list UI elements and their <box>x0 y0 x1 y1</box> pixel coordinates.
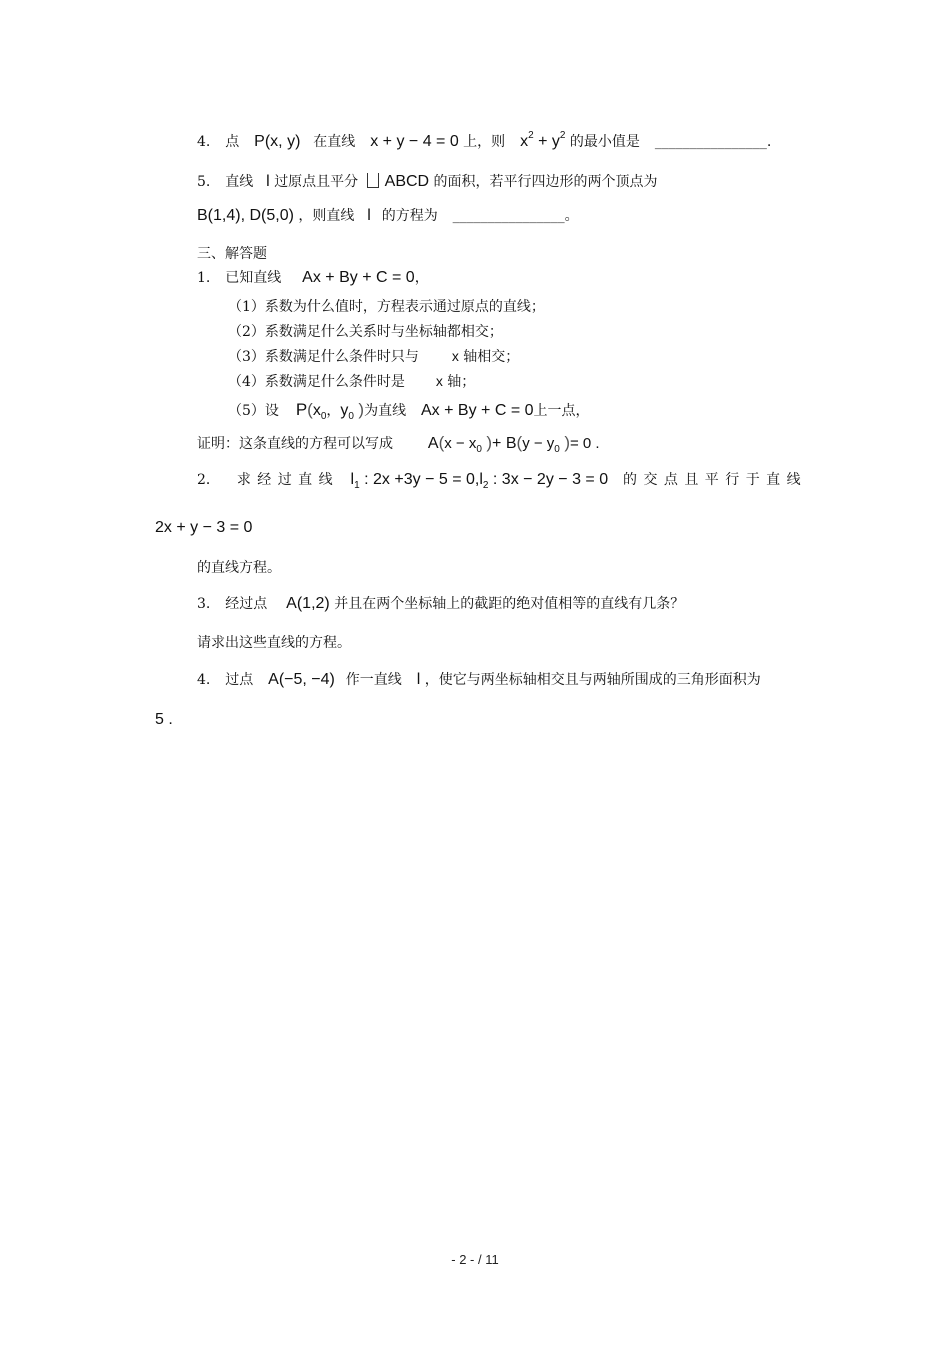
question-text: 在直线 <box>313 134 356 150</box>
question-text: 求 经 过 直 线 <box>236 472 334 488</box>
math-paren: ( <box>516 433 523 452</box>
math-term: 2x <box>155 519 172 536</box>
math-subscript: 0 <box>476 444 482 455</box>
question-text: 的 交 点 且 平 行 于 直 线 <box>623 472 802 488</box>
problem-2-equation <box>155 518 252 538</box>
math-paren: ( <box>307 400 313 419</box>
math-term: : 2x <box>364 471 390 488</box>
math-term: A <box>427 435 439 452</box>
math-term: By <box>457 402 477 419</box>
math-term: C = 0 <box>494 402 534 419</box>
math-line-symbol: l <box>479 471 483 488</box>
math-value: 5 . <box>155 711 173 728</box>
answer-blank: ________________。 <box>452 208 579 224</box>
math-term: y − 3 = 0 <box>190 519 253 536</box>
math-point: P <box>295 400 308 419</box>
math-term: x − x <box>444 435 477 452</box>
fill-question-4 <box>197 132 771 154</box>
math-operator: + <box>362 269 372 286</box>
math-variable: y <box>340 402 349 419</box>
math-subscript: 0 <box>554 444 560 455</box>
question-text: 已知直线 <box>225 270 282 286</box>
page-number: - 2 - / 11 <box>451 1252 499 1267</box>
question-text: 的最小值是 <box>569 134 640 150</box>
question-text: 并且在两个坐标轴上的截距的绝对值相等的直线有几条？ <box>334 596 685 612</box>
fill-question-5 <box>197 172 658 192</box>
answer-blank: ________________. <box>654 134 772 150</box>
section-title: 三、解答题 <box>197 246 267 262</box>
math-term: : 3x − 2y − 3 = 0 <box>492 471 609 488</box>
question-text: ，则直线 <box>298 208 355 224</box>
problem-2-tail: 的直线方程。 <box>197 560 281 576</box>
math-superscript: 2 <box>559 130 566 141</box>
math-term: C = 0 <box>376 269 415 286</box>
math-term: = 0 . <box>569 435 600 452</box>
math-term: ABCD <box>384 173 430 190</box>
problem-1-item-2: （2）系数满足什么关系时与坐标轴都相交； <box>228 324 503 340</box>
question-text: 的方程为 <box>381 208 438 224</box>
problem-3 <box>197 594 684 614</box>
math-subscript: 1 <box>354 480 360 491</box>
question-number: 5. <box>197 174 211 190</box>
math-subscript: 2 <box>482 480 489 491</box>
item-text: 为直线 <box>364 403 407 419</box>
math-operator: + <box>444 402 454 419</box>
math-variable: x <box>451 348 459 364</box>
problem-1-proof <box>197 433 600 456</box>
problem-2 <box>197 470 802 492</box>
math-operator: + <box>394 471 404 488</box>
item-text: 轴相交； <box>463 349 520 365</box>
problem-1-item-4 <box>228 371 475 392</box>
question-text: 直线 <box>225 174 254 190</box>
math-paren: ( <box>438 433 445 452</box>
math-operator: + <box>481 402 491 419</box>
math-operator: + <box>538 133 548 150</box>
question-number: 3. <box>197 596 211 612</box>
math-term: B <box>505 435 517 452</box>
math-term: Ax <box>302 269 321 286</box>
math-line-symbol: l <box>350 471 355 488</box>
question-number: 1. <box>197 270 211 286</box>
question-text: 经过点 <box>225 596 268 612</box>
question-text: 点 <box>225 134 240 150</box>
question-text: 过点 <box>225 672 254 688</box>
math-line-symbol: l <box>367 207 371 224</box>
question-text: 上，则 <box>463 134 506 150</box>
proof-text: 证明：这条直线的方程可以写成 <box>197 436 393 452</box>
math-term: y <box>551 133 560 150</box>
parallelogram-icon <box>367 173 379 188</box>
item-text: （5）设 <box>228 403 279 419</box>
item-text: （3）系数满足什么条件时只与 <box>228 349 419 365</box>
problem-1-item-3 <box>228 346 519 367</box>
math-superscript: 2 <box>528 130 534 141</box>
problem-4-cont <box>155 710 173 730</box>
problem-1-item-5 <box>228 400 590 423</box>
math-points: B(1,4), D(5,0) <box>197 207 294 224</box>
math-term: x <box>370 133 379 150</box>
question-text: 作一直线 <box>345 672 402 688</box>
problem-1 <box>197 268 429 288</box>
math-point: P(x, y) <box>254 133 301 150</box>
math-term: y − y <box>522 435 555 452</box>
math-point: A(1,2) <box>286 595 330 612</box>
math-operator: + <box>176 519 186 536</box>
problem-4 <box>197 670 761 690</box>
math-term: By <box>339 269 358 286</box>
question-text: ，使它与两坐标轴相交且与两轴所围成的三角形面积为 <box>424 672 761 688</box>
item-text: 轴； <box>447 374 476 390</box>
math-paren: ) <box>564 433 570 452</box>
math-paren: ) <box>358 400 365 419</box>
math-subscript: 0 <box>320 411 327 422</box>
question-number: 4. <box>197 672 211 688</box>
math-term: Ax <box>421 402 440 419</box>
math-operator: + <box>382 133 392 150</box>
math-term: y − 4 = 0 <box>396 133 459 150</box>
question-text: 的面积，若平行四边形的两个顶点为 <box>433 174 658 190</box>
punctuation: ， <box>414 270 429 286</box>
math-term: 3y − 5 = 0, <box>403 471 480 488</box>
math-variable: x <box>312 402 321 419</box>
math-operator: + <box>492 435 502 452</box>
math-line-symbol: l <box>416 671 421 688</box>
math-subscript: 0 <box>348 411 354 422</box>
math-paren: ) <box>486 433 493 452</box>
punctuation: ， <box>326 403 341 419</box>
question-number: 4. <box>197 134 211 150</box>
math-line-symbol: l <box>266 173 270 190</box>
question-number: 2． <box>197 472 220 488</box>
math-operator: + <box>325 269 335 286</box>
math-variable: x <box>435 373 443 389</box>
problem-1-item-1: （1）系数为什么值时，方程表示通过原点的直线； <box>228 299 545 315</box>
math-point: A(−5, −4) <box>268 671 335 688</box>
problem-3-cont: 请求出这些直线的方程。 <box>197 635 351 651</box>
math-term: x <box>520 133 529 150</box>
item-text: （4）系数满足什么条件时是 <box>228 374 405 390</box>
fill-question-5-cont <box>197 206 579 226</box>
item-text: 上一点， <box>533 403 590 419</box>
question-text: 过原点且平分 <box>274 174 359 190</box>
